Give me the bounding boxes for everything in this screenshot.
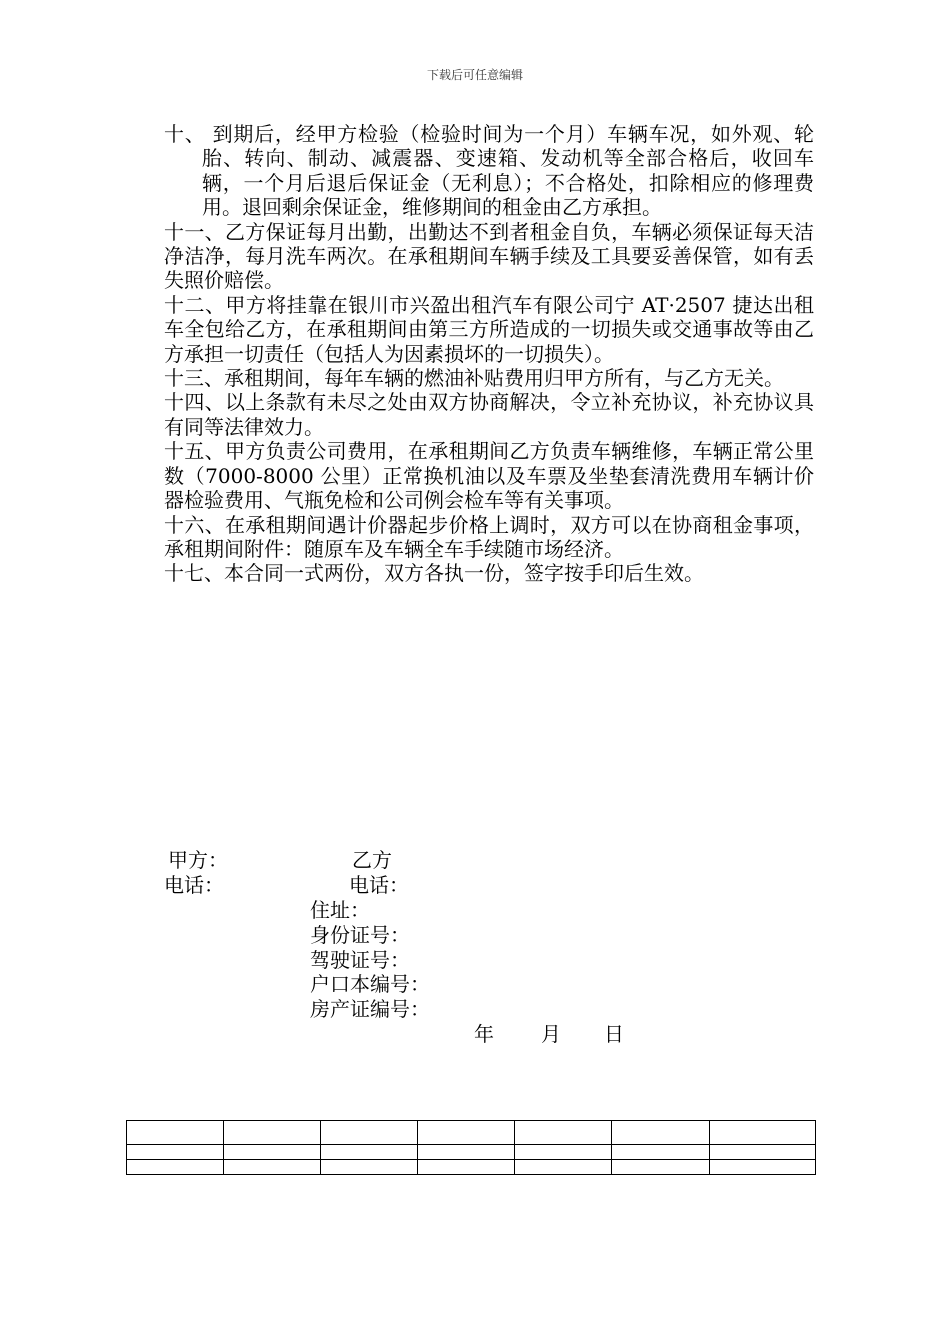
clause-10: 十、 到期后，经甲方检验（检验时间为一个月）车辆车况，如外观、轮胎、转向、制动、减震器、变速箱、发动机等全部合格后，收回车辆，一个月后退后保证金（无利息）；不合格处，扣除相应的修理费用。退回剩余保证金，维修期间的租金由乙方承担。	[164, 122, 814, 220]
table-cell	[418, 1145, 515, 1160]
table-row	[127, 1145, 816, 1160]
table-cell	[515, 1121, 612, 1145]
table-cell	[224, 1145, 321, 1160]
phone-b-label: 电话：	[349, 873, 409, 897]
table-cell	[321, 1160, 418, 1175]
clause-11: 十一、乙方保证每月出勤，出勤达不到者租金自负，车辆必须保证每天洁净洁净，每月洗车两次。在承租期间车辆手续及工具要妥善保管，如有丢失照价赔偿。	[164, 219, 814, 293]
page-header: 下载后可任意编辑	[426, 68, 523, 82]
clause-12: 十二、甲方将挂靠在银川市兴盈出租汽车有限公司宁 AT·2507 捷达出租车全包给乙方，在承租期间由第三方所造成的一切损失或交通事故等由乙方承担一切责任（包括人为因素损坏的一切损失）。	[164, 292, 814, 366]
table-cell	[710, 1121, 816, 1145]
id-number-label: 身份证号：	[310, 923, 410, 947]
party-a-label: 甲方：	[168, 848, 228, 872]
table-cell	[612, 1121, 710, 1145]
table-cell	[612, 1145, 710, 1160]
table-cell	[418, 1121, 515, 1145]
table-cell	[710, 1160, 816, 1175]
license-number-label: 驾驶证号：	[310, 948, 410, 972]
clause-15: 十五、甲方负责公司费用，在承租期间乙方负责车辆维修，车辆正常公里数（7000-8000 公里）正常换机油以及车票及坐垫套清洗费用车辆计价器检验费用、气瓶免检和公司例会检车等有关事项。	[164, 439, 814, 513]
property-cert-label: 房产证编号：	[310, 997, 430, 1021]
clause-16: 十六、在承租期间遇计价器起步价格上调时，双方可以在协商租金事项，承租期间附件：随原车及车辆全车手续随市场经济。	[164, 512, 814, 561]
contract-clauses	[164, 122, 814, 586]
table-row	[127, 1121, 816, 1145]
table-cell	[321, 1145, 418, 1160]
table-cell	[127, 1121, 224, 1145]
table-cell	[127, 1160, 224, 1175]
clause-17: 十七、本合同一式两份，双方各执一份，签字按手印后生效。	[164, 561, 704, 586]
table-cell	[321, 1121, 418, 1145]
clause-13: 十三、承租期间，每年车辆的燃油补贴费用归甲方所有，与乙方无关。	[164, 366, 784, 391]
date-year-label: 年	[474, 1022, 494, 1046]
table-cell	[418, 1160, 515, 1175]
hukou-number-label: 户口本编号：	[310, 972, 430, 996]
table-row	[127, 1160, 816, 1175]
table-cell	[710, 1145, 816, 1160]
table-cell	[515, 1145, 612, 1160]
clause-14: 十四、以上条款有未尽之处由双方协商解决，令立补充协议，补充协议具有同等法律效力。	[164, 390, 814, 439]
address-label: 住址：	[310, 898, 370, 922]
table-cell	[224, 1121, 321, 1145]
phone-a-label: 电话：	[164, 873, 224, 897]
table-cell	[515, 1160, 612, 1175]
date-month-label: 月	[541, 1022, 561, 1046]
table-cell	[224, 1160, 321, 1175]
blank-footer-table	[126, 1120, 816, 1175]
date-day-label: 日	[604, 1022, 624, 1046]
table-cell	[127, 1145, 224, 1160]
table-cell	[612, 1160, 710, 1175]
party-b-label: 乙方	[352, 848, 392, 872]
